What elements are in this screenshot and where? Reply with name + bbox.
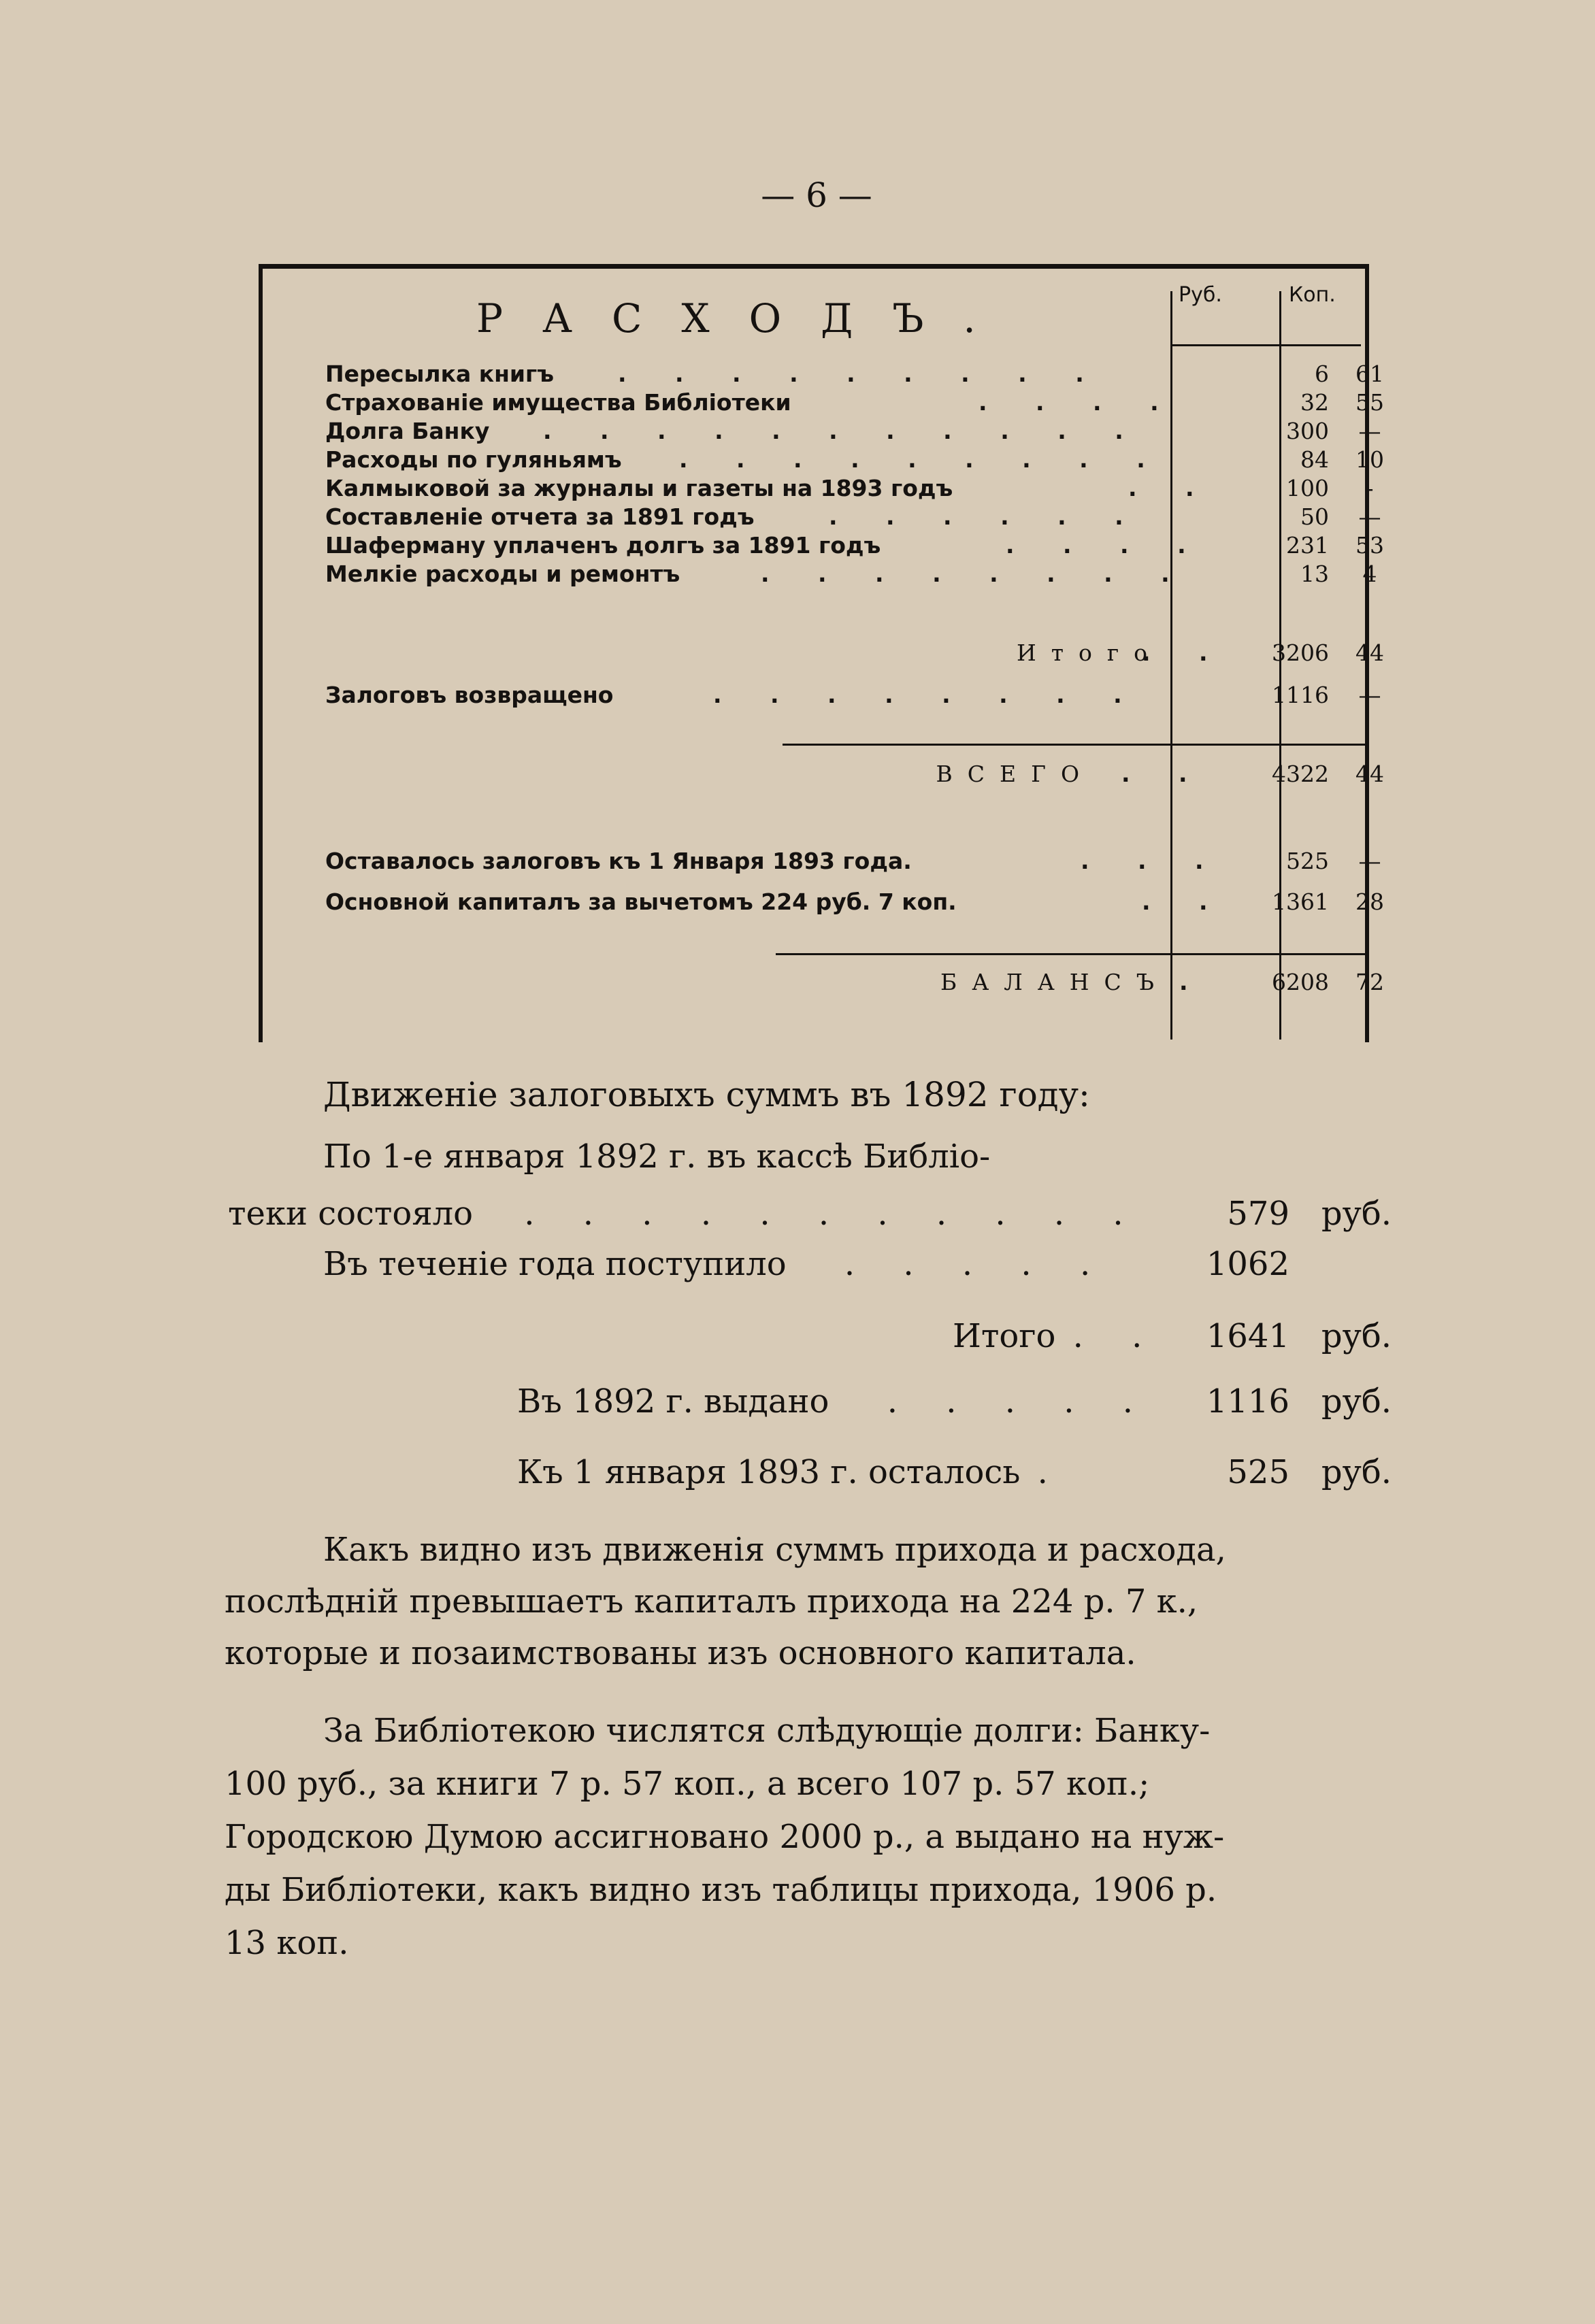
table-row: Калмыковой за журналы и газеты на 1893 годъ . . 100 - [325,475,1374,501]
page-number: — 6 — [761,176,872,215]
rub-header: Руб. [1179,283,1222,307]
table-left-border [259,264,263,1042]
table-top-border [259,264,1369,269]
table-row: Страхованіе имущества Библіотеки . . . . 32 55 [325,389,1384,416]
movement-line-1a: По 1-е января 1892 г. въ кассѣ Библіо- [323,1138,991,1176]
paragraph-2-line-2: 100 руб., за книги 7 р. 57 коп., а всего 107 р. 57 коп.; [225,1765,1150,1803]
header-underline [1170,344,1361,346]
vsego-rule [783,744,1365,746]
table-row: Составленіе отчета за 1891 годъ . . . . . . 50 — [325,503,1381,530]
balans-row: БАЛАНСЪ . 6208 72 [940,969,1384,995]
paragraph-1-line-2: послѣдній превышаетъ капиталъ прихода на 224 р. 7 к., [225,1582,1198,1621]
table-row: Шаферману уплаченъ долгъ за 1891 годъ . . . . 231 53 [325,532,1384,559]
itogo-row: Итого . . 3206 44 [1016,640,1384,666]
table-row: Пересылка книгъ . . . . . . . . . 6 61 [325,361,1384,387]
movement-heading: Движеніе залоговыхъ суммъ въ 1892 году: [323,1075,1090,1114]
table-row: Долга Банку . . . . . . . . . . . 300 — [325,418,1381,444]
table-title: РАСХОДЪ. [476,295,1015,342]
osnovnoi-row: Основной капиталъ за вычетомъ 224 руб. 7 коп. . . 1361 28 [325,889,1384,915]
vsego-row: ВСЕГО . . 4322 44 [936,761,1384,787]
balans-rule [776,953,1365,955]
zalogov-row: Залоговъ возвращено . . . . . . . . 1116 — [325,682,1381,708]
ostavalos-row: Оставалось залоговъ къ 1 Января 1893 года. . . . 525 — [325,848,1381,874]
movement-vydano: Въ 1892 г. выдано . . . . . 1116 руб. [517,1382,1392,1421]
paragraph-1-line-3: которые и позаимствованы изъ основного капитала. [225,1634,1136,1672]
movement-line-2: Въ теченіе года поступило . . . . . 1062 [323,1245,1289,1283]
paragraph-1-line-1: Какъ видно изъ движенія суммъ прихода и расхода, [323,1531,1226,1569]
movement-ostalos: Къ 1 января 1893 г. осталось . 525 руб. [517,1453,1392,1491]
movement-line-1b: теки состояло . . . . . . . . . . . 579 руб. [228,1195,1392,1233]
table-row: Расходы по гуляньямъ . . . . . . . . . 84 10 [325,446,1384,473]
expense-table [259,264,1384,1042]
movement-itogo: Итого . . 1641 руб. [953,1317,1392,1355]
kop-header: Коп. [1289,283,1336,307]
table-row: Мелкіе расходы и ремонтъ . . . . . . . . 13 4 [325,561,1377,587]
paragraph-2-line-3: Городскою Думою ассигновано 2000 р., а выдано на нуж- [225,1818,1225,1856]
paragraph-2-line-1: За Библіотекою числятся слѣдующіе долги: Банку- [323,1712,1211,1750]
paragraph-2-line-4: ды Библіотеки, какъ видно изъ таблицы прихода, 1906 р. [225,1871,1217,1909]
paragraph-2-line-5: 13 коп. [225,1924,349,1962]
